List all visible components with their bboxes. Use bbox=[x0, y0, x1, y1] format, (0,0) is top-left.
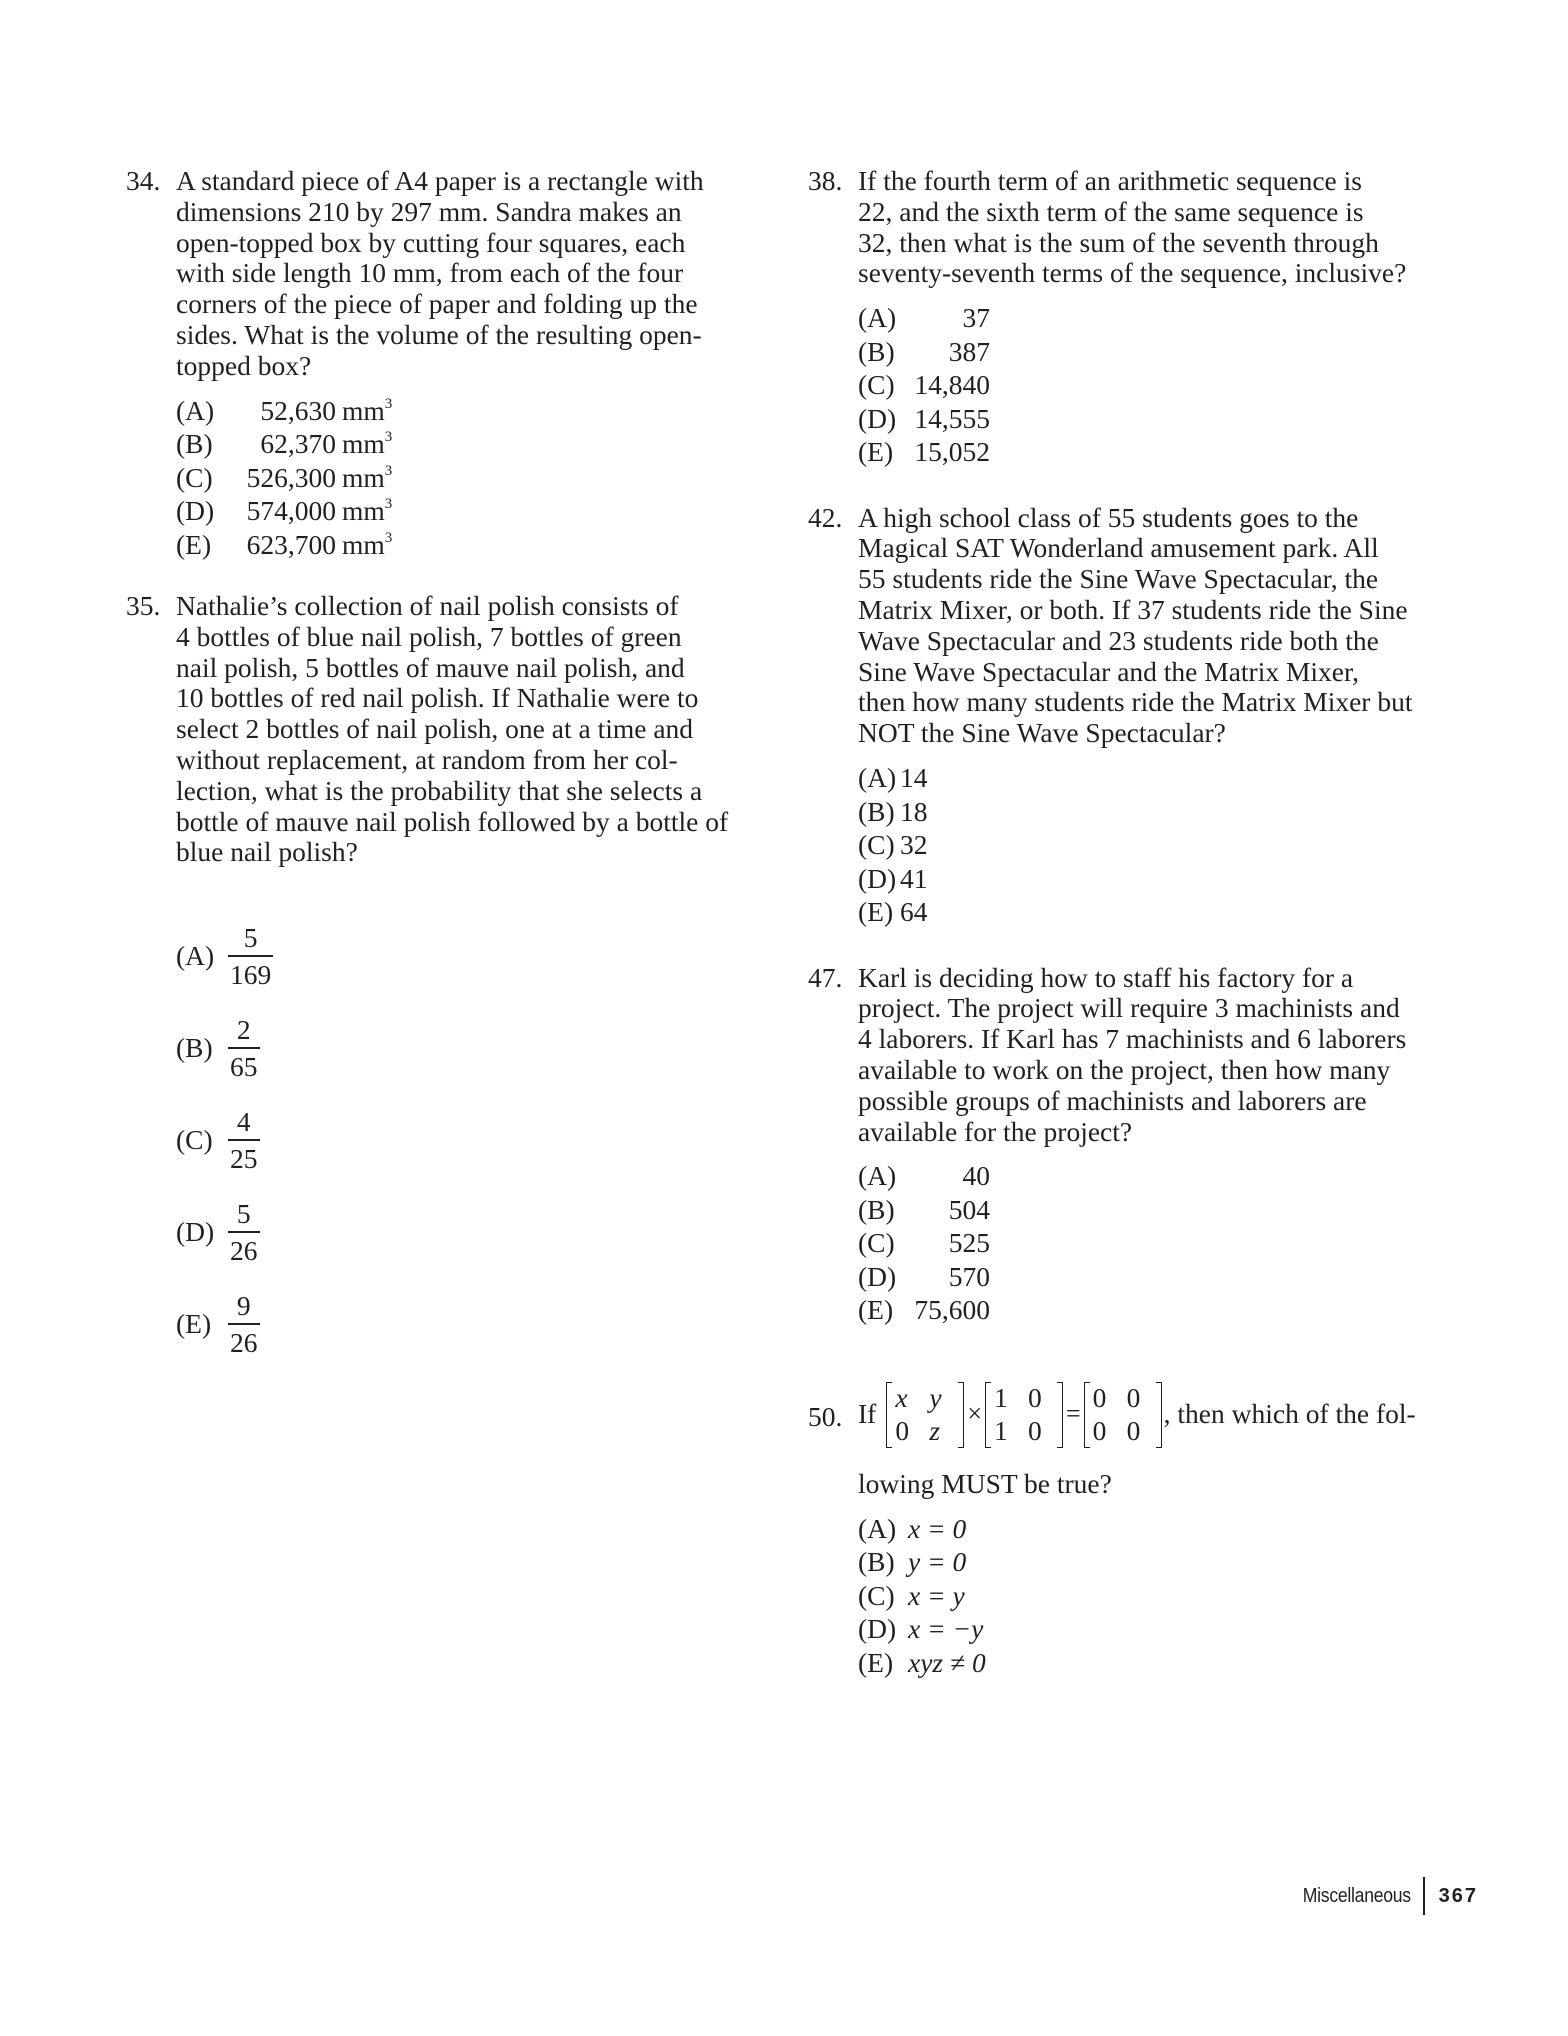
choice-label: (C) bbox=[176, 461, 213, 493]
times-operator: × bbox=[967, 1399, 982, 1429]
text-line: A high school class of 55 students goes to the bbox=[858, 501, 1359, 533]
question-47 bbox=[808, 963, 1448, 1327]
choice-label: (D) bbox=[858, 402, 897, 434]
matrix-a bbox=[886, 1382, 964, 1448]
choice-label: (C) bbox=[858, 829, 895, 861]
question-text bbox=[858, 503, 1448, 749]
choice-label: (B) bbox=[176, 1032, 213, 1064]
question-38 bbox=[808, 166, 1448, 469]
left-column bbox=[126, 166, 766, 1370]
answer-choices bbox=[858, 301, 1448, 469]
choice-value: 62,370 bbox=[260, 428, 336, 460]
answer-choice-c[interactable] bbox=[176, 461, 766, 495]
question-text-continuation: lowing MUST be true? bbox=[858, 1467, 1112, 1499]
matrix-cell: 0 bbox=[1126, 1414, 1141, 1446]
answer-choice-b[interactable] bbox=[176, 1002, 766, 1094]
choice-value: 40 bbox=[962, 1160, 990, 1192]
matrix-cell: 0 bbox=[1028, 1414, 1042, 1446]
choice-label: (E) bbox=[176, 1308, 212, 1340]
choice-value: 75,600 bbox=[914, 1294, 990, 1326]
text-line: open-topped box by cutting four squares, each bbox=[176, 226, 686, 258]
choice-value: y = 0 bbox=[908, 1546, 967, 1578]
choice-value: 18 bbox=[900, 795, 928, 827]
question-text bbox=[858, 166, 1448, 289]
choice-value: 387 bbox=[948, 335, 990, 367]
answer-choice-e[interactable] bbox=[858, 1293, 1448, 1327]
answer-choice-d[interactable] bbox=[176, 494, 766, 528]
answer-choice-d[interactable] bbox=[858, 402, 1448, 436]
choice-label: (E) bbox=[858, 436, 894, 468]
matrix-c bbox=[1084, 1382, 1162, 1448]
choice-unit: $mm^3$ bbox=[342, 495, 393, 527]
question-number: 35. bbox=[126, 590, 161, 622]
matrix-equation bbox=[858, 1373, 1448, 1457]
choice-value: 14,840 bbox=[914, 369, 990, 401]
text-line: without replacement, at random from her col- bbox=[176, 744, 678, 776]
answer-choices bbox=[176, 394, 766, 562]
matrix-cell: 1 bbox=[994, 1414, 1008, 1446]
answer-choice-c[interactable] bbox=[858, 368, 1448, 402]
question-number: 50. bbox=[808, 1400, 843, 1432]
text-line: 4 bottles of blue nail polish, 7 bottles of green bbox=[176, 620, 682, 652]
choice-label: (E) bbox=[858, 896, 894, 928]
answer-choice-c[interactable] bbox=[858, 828, 1448, 862]
matrix-cell: 0 bbox=[895, 1414, 910, 1446]
fraction bbox=[228, 1015, 260, 1082]
choice-value: x = −y bbox=[908, 1613, 984, 1645]
fraction-denominator: 26 bbox=[230, 1234, 258, 1266]
answer-choice-a[interactable] bbox=[858, 301, 1448, 335]
fraction-numerator: 4 bbox=[236, 1105, 251, 1137]
page-footer bbox=[1220, 1876, 1478, 1916]
choice-label: (A) bbox=[858, 1160, 897, 1192]
answer-choice-d[interactable] bbox=[176, 1186, 766, 1278]
choice-value: 37 bbox=[962, 302, 990, 334]
text-line: A standard piece of A4 paper is a rectangle with bbox=[176, 165, 704, 196]
text-line: Matrix Mixer, or both. If 37 students ride the Sine bbox=[858, 594, 1408, 626]
equals-operator: = bbox=[1066, 1399, 1081, 1429]
answer-choice-a[interactable] bbox=[176, 394, 766, 428]
page-number: 367 bbox=[1438, 1884, 1478, 1907]
fraction-denominator: 169 bbox=[230, 958, 272, 990]
question-50 bbox=[808, 1373, 1448, 1679]
matrix-cell: x bbox=[895, 1381, 908, 1413]
answer-choice-b[interactable] bbox=[858, 1193, 1448, 1227]
matrix-cell: 0 bbox=[1092, 1381, 1107, 1413]
choice-value: 504 bbox=[948, 1193, 990, 1225]
choice-unit: $mm^3$ bbox=[342, 528, 393, 560]
choice-label: (D) bbox=[858, 1260, 897, 1292]
text-line: 32, then what is the sum of the seventh through bbox=[858, 226, 1379, 258]
matrix-cell: z bbox=[929, 1414, 941, 1446]
question-34 bbox=[126, 166, 766, 561]
choice-value: 64 bbox=[900, 896, 928, 928]
choice-value: 15,052 bbox=[914, 436, 990, 468]
choice-unit: $mm^3$ bbox=[342, 428, 393, 460]
text-line: 4 laborers. If Karl has 7 machinists and 6 laborers bbox=[858, 1023, 1407, 1055]
choice-label: (D) bbox=[176, 495, 215, 527]
fraction-denominator: 65 bbox=[230, 1050, 258, 1082]
answer-choice-b[interactable] bbox=[858, 1545, 1448, 1579]
choice-label: (A) bbox=[858, 1512, 897, 1544]
answer-choice-c[interactable] bbox=[858, 1579, 1448, 1613]
answer-choice-a[interactable] bbox=[858, 1512, 1448, 1546]
choice-label: (E) bbox=[858, 1646, 894, 1678]
question-42 bbox=[808, 503, 1448, 929]
text-line: Karl is deciding how to staff his factory for a bbox=[858, 961, 1354, 993]
text-line: 22, and the sixth term of the same sequence is bbox=[858, 195, 1364, 227]
choice-value: 574,000 bbox=[246, 495, 336, 527]
matrix-b bbox=[985, 1382, 1063, 1448]
question-35 bbox=[126, 591, 766, 1370]
fraction bbox=[228, 1199, 260, 1266]
question-text bbox=[858, 963, 1448, 1148]
text-line: 10 bottles of red nail polish. If Nathalie were to bbox=[176, 682, 699, 714]
fraction-bar bbox=[228, 1047, 260, 1049]
fraction bbox=[228, 1291, 260, 1358]
answer-choice-b[interactable] bbox=[176, 427, 766, 461]
fraction-bar bbox=[228, 1323, 260, 1325]
question-number: 42. bbox=[808, 501, 843, 533]
answer-choices bbox=[858, 1159, 1448, 1327]
choice-unit: $mm^3$ bbox=[342, 394, 393, 426]
matrix-cell: 0 bbox=[1092, 1414, 1107, 1446]
text-line: If the fourth term of an arithmetic sequence is bbox=[858, 165, 1362, 196]
text-line: select 2 bottles of nail polish, one at a time and bbox=[176, 713, 694, 745]
text-line: 55 students ride the Sine Wave Spectacular, the bbox=[858, 563, 1379, 595]
fraction-numerator: 9 bbox=[236, 1289, 251, 1321]
choice-value: 14 bbox=[900, 762, 928, 794]
text-line: Magical SAT Wonderland amusement park. All bbox=[858, 532, 1379, 564]
answer-choice-b[interactable] bbox=[858, 335, 1448, 369]
answer-choice-e[interactable] bbox=[858, 895, 1448, 929]
answer-choice-c[interactable] bbox=[176, 1094, 766, 1186]
choice-label: (A) bbox=[176, 940, 215, 972]
answer-choice-d[interactable] bbox=[858, 1260, 1448, 1294]
matrix-cell: 0 bbox=[1126, 1381, 1141, 1413]
text-line: topped box? bbox=[176, 349, 312, 381]
choice-label: (B) bbox=[858, 1193, 895, 1225]
answer-choices bbox=[176, 910, 766, 1370]
fraction-numerator: 5 bbox=[236, 1197, 251, 1229]
choice-value: xyz ≠ 0 bbox=[908, 1646, 986, 1678]
answer-choice-d[interactable] bbox=[858, 862, 1448, 896]
text-line: seventy-seventh terms of the sequence, inclusive? bbox=[858, 257, 1407, 289]
choice-unit: $mm^3$ bbox=[342, 461, 393, 493]
choice-value: x = 0 bbox=[908, 1512, 967, 1544]
choice-label: (C) bbox=[858, 1579, 895, 1611]
question-text bbox=[176, 591, 766, 868]
text-line: bottle of mauve nail polish followed by a bottle of bbox=[176, 805, 729, 837]
answer-choice-e[interactable] bbox=[176, 528, 766, 562]
text-line: corners of the piece of paper and folding up the bbox=[176, 288, 698, 320]
choice-value: 526,300 bbox=[246, 461, 336, 493]
answer-choices bbox=[858, 1512, 1448, 1680]
choice-value: 570 bbox=[948, 1260, 990, 1292]
text-line: nail polish, 5 bottles of mauve nail polish, and bbox=[176, 651, 685, 683]
text-line: project. The project will require 3 machinists and bbox=[858, 992, 1400, 1024]
answer-choice-a[interactable] bbox=[176, 910, 766, 1002]
text-line: sides. What is the volume of the resulting open- bbox=[176, 318, 702, 350]
fraction-numerator: 2 bbox=[236, 1013, 251, 1045]
answer-choice-d[interactable] bbox=[858, 1612, 1448, 1646]
right-column bbox=[808, 166, 1448, 1679]
fraction-bar bbox=[228, 1231, 260, 1233]
choice-label: (D) bbox=[858, 862, 897, 894]
text-line: available to work on the project, then how many bbox=[858, 1053, 1391, 1085]
matrix-cell: 1 bbox=[994, 1381, 1008, 1413]
question-number: 34. bbox=[126, 165, 161, 196]
choice-label: (A) bbox=[858, 762, 897, 794]
fraction-numerator: 5 bbox=[243, 921, 258, 953]
tail-text: , then which of the fol- bbox=[1163, 1398, 1416, 1430]
text-line: Wave Spectacular and 23 students ride both the bbox=[858, 624, 1379, 656]
fraction-bar bbox=[228, 1139, 260, 1141]
answer-choice-e[interactable] bbox=[176, 1278, 766, 1370]
choice-value: 41 bbox=[900, 862, 928, 894]
answer-choice-a[interactable] bbox=[858, 761, 1448, 795]
question-number: 38. bbox=[808, 165, 843, 196]
question-number: 47. bbox=[808, 961, 843, 993]
text-line: lection, what is the probability that she selects a bbox=[176, 774, 703, 806]
choice-label: (B) bbox=[176, 428, 213, 460]
choice-value: 525 bbox=[948, 1227, 990, 1259]
choice-label: (C) bbox=[858, 369, 895, 401]
matrix-cell: y bbox=[929, 1381, 942, 1413]
text-line: NOT the Sine Wave Spectacular? bbox=[858, 717, 1226, 749]
text-line: dimensions 210 by 297 mm. Sandra makes an bbox=[176, 195, 682, 227]
text-line: Nathalie’s collection of nail polish consists of bbox=[176, 590, 679, 622]
text-line: Sine Wave Spectacular and the Matrix Mixer, bbox=[858, 655, 1359, 687]
matrix-cell: 0 bbox=[1028, 1381, 1042, 1413]
fraction-bar bbox=[228, 955, 273, 957]
choice-label: (E) bbox=[858, 1294, 894, 1326]
answer-choice-a[interactable] bbox=[858, 1159, 1448, 1193]
choice-label: (C) bbox=[176, 1124, 213, 1156]
section-title: Miscellaneous bbox=[1302, 1884, 1412, 1907]
lead-text: If bbox=[858, 1398, 877, 1430]
answer-choice-c[interactable] bbox=[858, 1226, 1448, 1260]
text-line: available for the project? bbox=[858, 1115, 1133, 1147]
choice-value: 623,700 bbox=[246, 528, 336, 560]
text-line: possible groups of machinists and laborers are bbox=[858, 1084, 1367, 1116]
text-line: with side length 10 mm, from each of the four bbox=[176, 257, 684, 289]
choice-label: (B) bbox=[858, 1546, 895, 1578]
choice-value: 32 bbox=[900, 829, 928, 861]
choice-label: (E) bbox=[176, 528, 212, 560]
choice-value: x = y bbox=[908, 1579, 965, 1611]
text-line: blue nail polish? bbox=[176, 836, 358, 868]
choice-label: (A) bbox=[176, 394, 215, 426]
fraction bbox=[228, 1107, 260, 1174]
footer-divider bbox=[1423, 1877, 1425, 1915]
choice-label: (C) bbox=[858, 1227, 895, 1259]
choice-label: (B) bbox=[858, 795, 895, 827]
fraction-denominator: 25 bbox=[230, 1142, 258, 1174]
choice-label: (B) bbox=[858, 335, 895, 367]
choice-label: (D) bbox=[176, 1216, 215, 1248]
choice-value: 14,555 bbox=[914, 402, 990, 434]
answer-choice-e[interactable] bbox=[858, 435, 1448, 469]
choice-label: (A) bbox=[858, 302, 897, 334]
fraction-denominator: 26 bbox=[230, 1326, 258, 1358]
answer-choices bbox=[858, 761, 1448, 929]
text-line: then how many students ride the Matrix Mixer but bbox=[858, 686, 1413, 718]
choice-label: (D) bbox=[858, 1613, 897, 1645]
answer-choice-e[interactable] bbox=[858, 1646, 1448, 1680]
fraction bbox=[228, 923, 273, 990]
answer-choice-b[interactable] bbox=[858, 795, 1448, 829]
question-text bbox=[176, 166, 766, 382]
choice-value: 52,630 bbox=[260, 394, 336, 426]
